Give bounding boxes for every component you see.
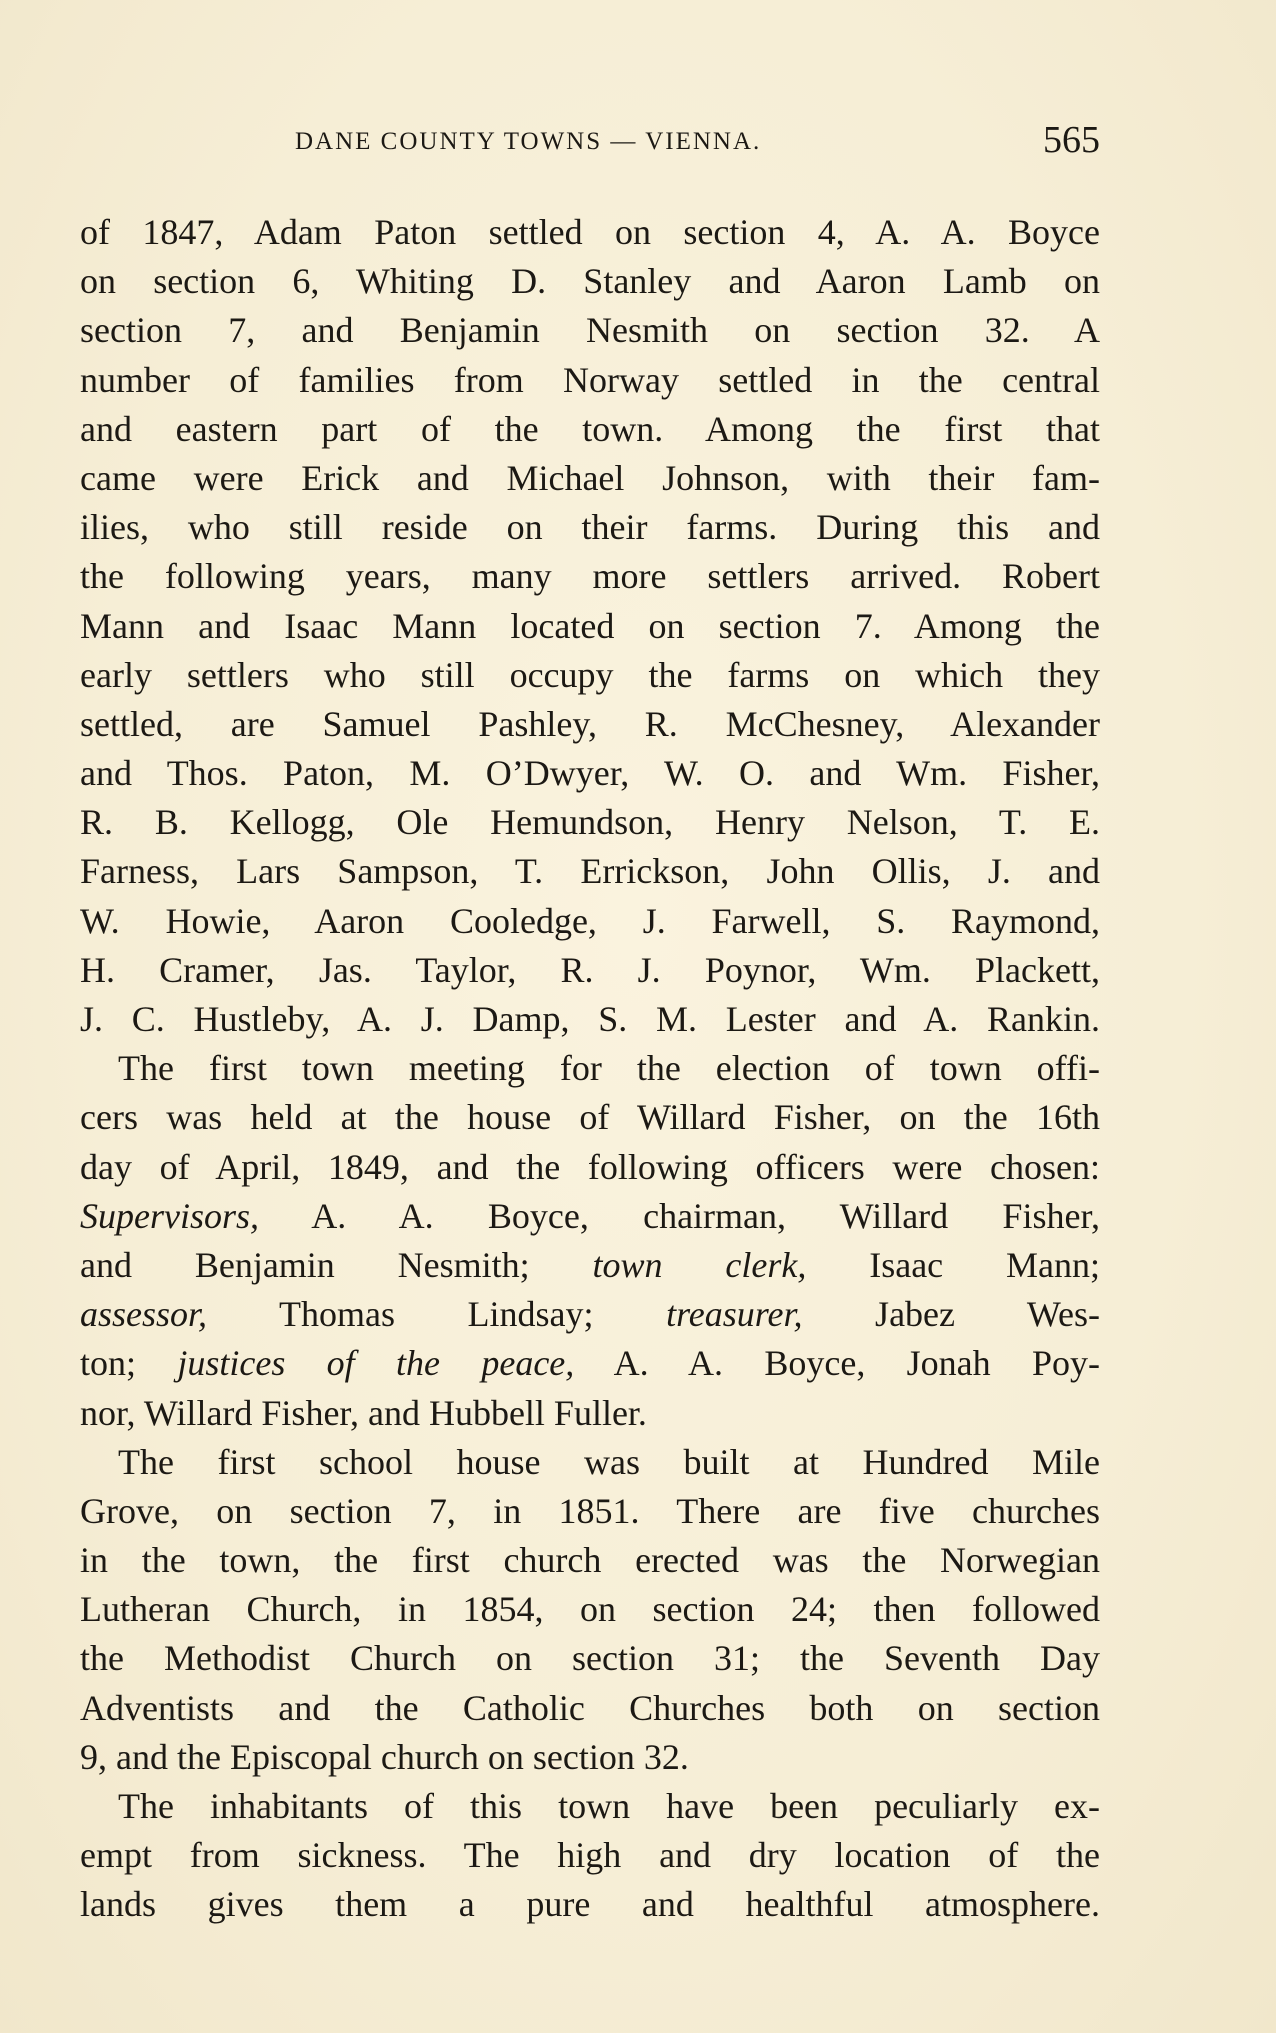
text-line: the Methodist Church on section 31; the Seventh Day <box>80 1638 1100 1679</box>
text-line: R. B. Kellogg, Ole Hemundson, Henry Nelson, T. E. <box>80 802 1100 843</box>
officer-text: A. A. Boyce, chairman, Willard Fisher, <box>259 1195 1100 1236</box>
text-line: Farness, Lars Sampson, T. Errickson, John Ollis, J. and <box>80 851 1100 892</box>
text-line: empt from sickness. The high and dry location of the <box>80 1835 1100 1876</box>
officer-title: Supervisors, <box>80 1195 259 1236</box>
officer-title: treasurer, <box>666 1294 803 1335</box>
text-line: J. C. Hustleby, A. J. Damp, S. M. Lester and A. Rankin. <box>80 999 1100 1039</box>
officer-title: town clerk, <box>592 1244 807 1285</box>
text-line: 9, and the Episcopal church on section 32. <box>80 1736 689 1777</box>
text-line: Grove, on section 7, in 1851. There are five churches <box>80 1490 1100 1531</box>
text-line-officers <box>80 1241 1100 1290</box>
text-line: The first school house was built at Hundred Mile <box>118 1441 1100 1482</box>
body-text <box>80 208 1100 1930</box>
text-line: nor, Willard Fisher, and Hubbell Fuller. <box>80 1392 647 1433</box>
text-line: on section 6, Whiting D. Stanley and Aaron Lamb on <box>80 261 1100 302</box>
text-line: ilies, who still reside on their farms. During this and <box>80 507 1100 548</box>
text-line: lands gives them a pure and healthful atmosphere. <box>80 1884 1100 1925</box>
text-line: number of families from Norway settled in the central <box>80 359 1100 400</box>
text-line-officers <box>80 1192 1100 1241</box>
text-line-officers <box>80 1290 1100 1339</box>
text-line-officers <box>80 1339 1100 1388</box>
officer-text: A. A. Boyce, Jonah Poy- <box>574 1343 1100 1384</box>
text-line: in the town, the first church erected was the Norwegian <box>80 1540 1100 1581</box>
paragraph-town-meeting <box>80 1044 1100 1438</box>
officer-text: Jabez Wes- <box>802 1294 1101 1335</box>
text-line: and eastern part of the town. Among the first that <box>80 408 1100 449</box>
page-number: 565 <box>1043 119 1100 161</box>
text-line: settled, are Samuel Pashley, R. McChesney, Alexander <box>80 703 1100 744</box>
text-line: and Thos. Paton, M. O’Dwyer, W. O. and Wm. Fisher, <box>80 753 1100 794</box>
text-line: Adventists and the Catholic Churches both on section <box>80 1687 1100 1728</box>
text-line: day of April, 1849, and the following officers were chosen: <box>80 1146 1100 1187</box>
text-line: W. Howie, Aaron Cooledge, J. Farwell, S. Raymond, <box>80 900 1100 941</box>
text-line: cers was held at the house of Willard Fisher, on the 16th <box>80 1097 1100 1138</box>
paragraph-health <box>80 1782 1100 1930</box>
text-line: the following years, many more settlers arrived. Robert <box>80 556 1100 597</box>
officer-text: Thomas Lindsay; <box>207 1294 667 1335</box>
text-line: came were Erick and Michael Johnson, with their fam- <box>80 457 1100 498</box>
officer-title: assessor, <box>80 1294 208 1335</box>
paragraph-churches <box>80 1438 1100 1782</box>
text-line: The first town meeting for the election of town offi- <box>118 1048 1100 1089</box>
page-header <box>80 118 1100 168</box>
text-line: early settlers who still occupy the farms on which they <box>80 654 1100 695</box>
text-line: H. Cramer, Jas. Taylor, R. J. Poynor, Wm. Plackett, <box>80 949 1100 990</box>
officer-text: ton; <box>80 1343 178 1384</box>
text-line: The inhabitants of this town have been peculiarly ex- <box>118 1786 1100 1826</box>
officer-text: and Benjamin Nesmith; <box>80 1244 593 1285</box>
text-line: section 7, and Benjamin Nesmith on section 32. A <box>80 310 1100 351</box>
paragraph-settlers <box>80 208 1100 1044</box>
text-line: of 1847, Adam Paton settled on section 4, A. A. Boyce <box>80 212 1100 252</box>
text-line: Mann and Isaac Mann located on section 7. Among the <box>80 605 1100 646</box>
running-head: DANE COUNTY TOWNS — VIENNA. <box>295 128 762 155</box>
officer-text: Isaac Mann; <box>806 1244 1100 1285</box>
text-line: Lutheran Church, in 1854, on section 24; then followed <box>80 1589 1100 1630</box>
officer-title: justices of the peace, <box>177 1343 575 1384</box>
